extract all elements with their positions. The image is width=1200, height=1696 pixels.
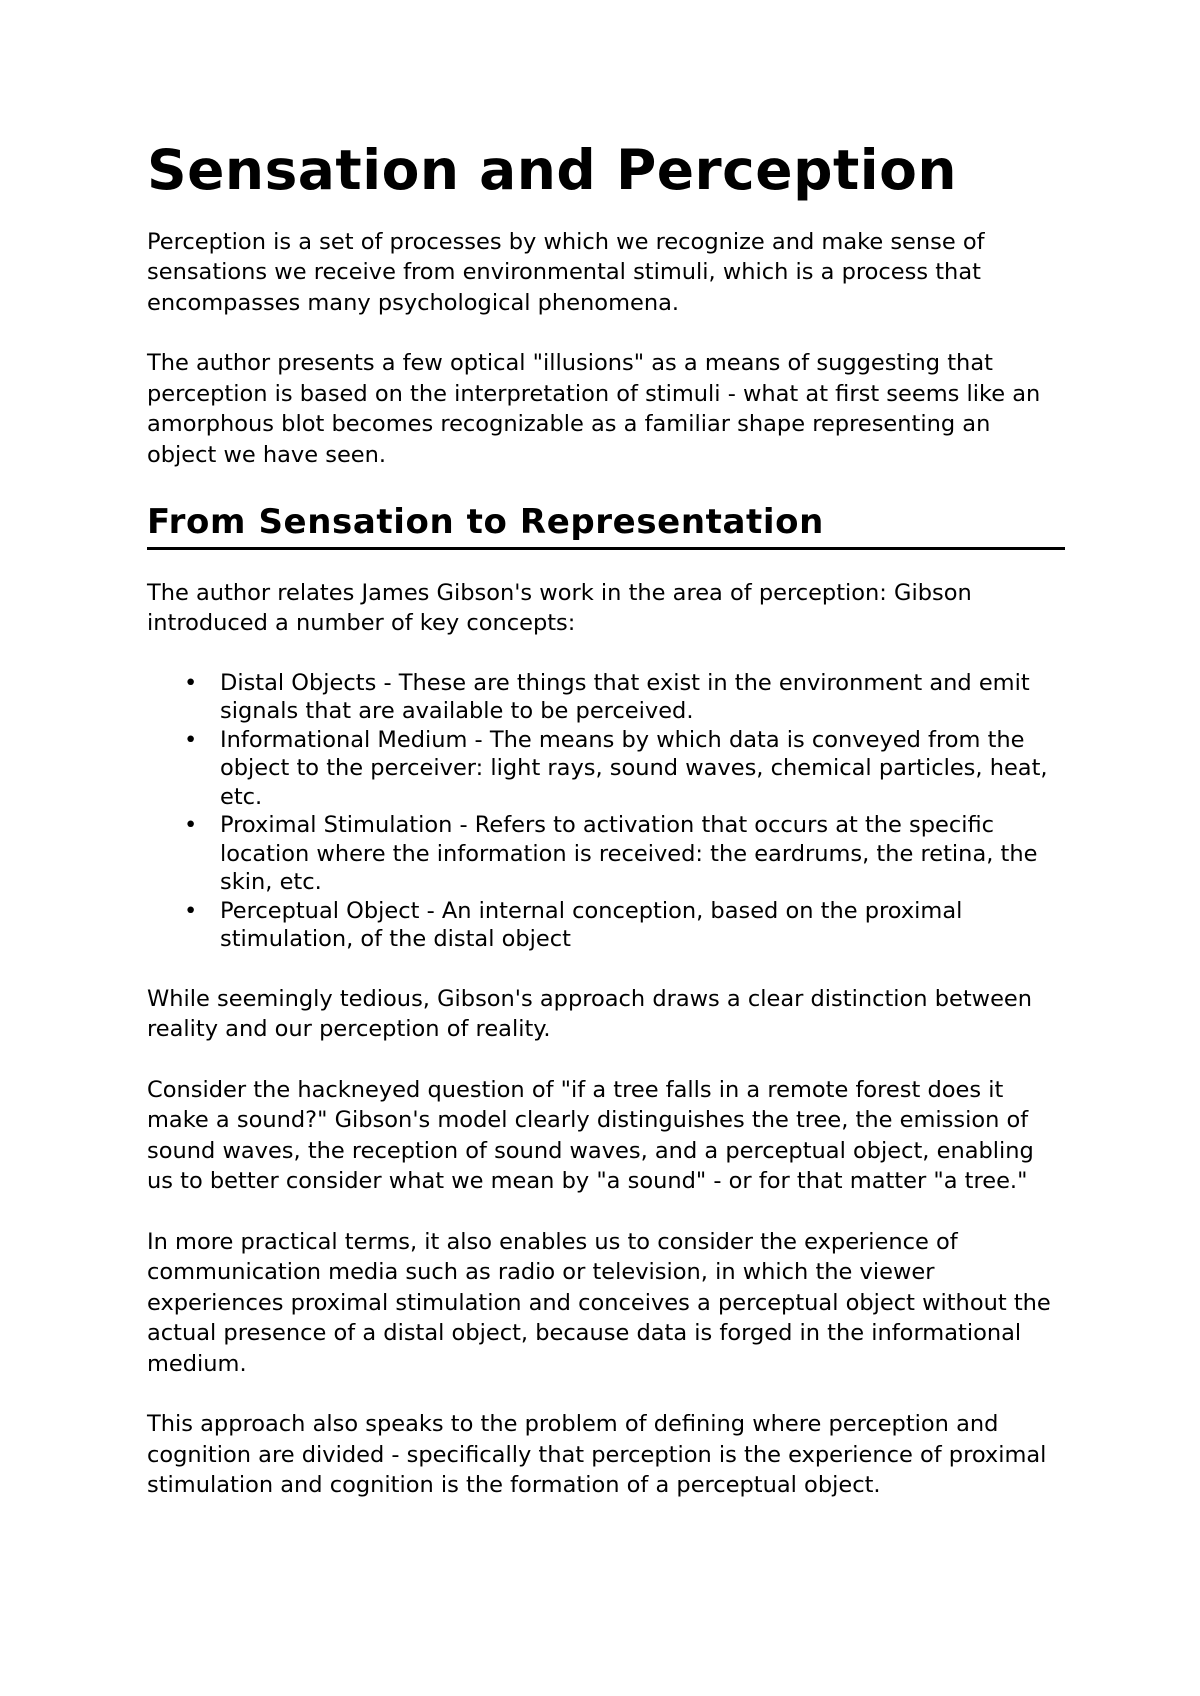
intro-paragraph-2: The author presents a few optical "illusions" as a means of suggesting that perception is based on the interpretation of stimuli - what at first seems like an amorphous blot becomes recognizable as a familiar shape representing an object we have seen.	[147, 350, 1041, 468]
bullet-icon: •	[184, 669, 198, 696]
concept-text: Distal Objects - These are things that exist in the environment and emit signals that are available to be perceived.	[220, 669, 1030, 725]
body-paragraph-3: In more practical terms, it also enables us to consider the experience of communication media such as radio or television, in which the viewer experiences proximal stimulation and conceives a perceptual object without the actual presence of a distal object, because data is forged in the informational medium.	[147, 1228, 1051, 1377]
intro-paragraph-1: Perception is a set of processes by which we recognize and make sense of sensations we receive from environmental stimuli, which is a process that encompasses many psychological phenomena.	[147, 228, 985, 316]
concept-text: Informational Medium - The means by which data is conveyed from the object to the perceiver: light rays, sound waves, chemical particles, heat, etc.	[220, 726, 1048, 810]
bullet-icon: •	[184, 726, 198, 753]
body-paragraph-1: While seemingly tedious, Gibson's approach draws a clear distinction between reality and our perception of reality.	[147, 985, 1033, 1043]
list-item	[147, 811, 1065, 897]
bullet-icon: •	[184, 897, 198, 924]
section-heading: From Sensation to Representation	[147, 500, 1065, 549]
concept-text: Proximal Stimulation - Refers to activation that occurs at the specific location where the information is received: the eardrums, the retina, the skin, etc.	[220, 812, 1038, 896]
bullet-icon: •	[184, 812, 198, 839]
list-item	[147, 897, 1065, 954]
body-paragraph-2: Consider the hackneyed question of "if a tree falls in a remote forest does it make a sound?" Gibson's model clearly distinguishes the tree, the emission of sound waves, the reception of sound waves, and a perceptual object, enabling us to better consider what we mean by "a sound" - or for that matter "a tree."	[147, 1076, 1034, 1195]
concept-text: Perceptual Object - An internal conception, based on the proximal stimulation, of the distal object	[220, 897, 963, 953]
body-paragraph-4: This approach also speaks to the problem of defining where perception and cognition are divided - specifically that perception is the experience of proximal stimulation and cognition is the formation of a perceptual object.	[147, 1411, 1047, 1499]
section-lead-paragraph: The author relates James Gibson's work in the area of perception: Gibson introduced a number of key concepts:	[147, 579, 972, 637]
document-title: Sensation and Perception	[147, 138, 958, 202]
concept-list	[147, 669, 1065, 954]
list-item	[147, 669, 1065, 726]
list-item	[147, 726, 1065, 812]
